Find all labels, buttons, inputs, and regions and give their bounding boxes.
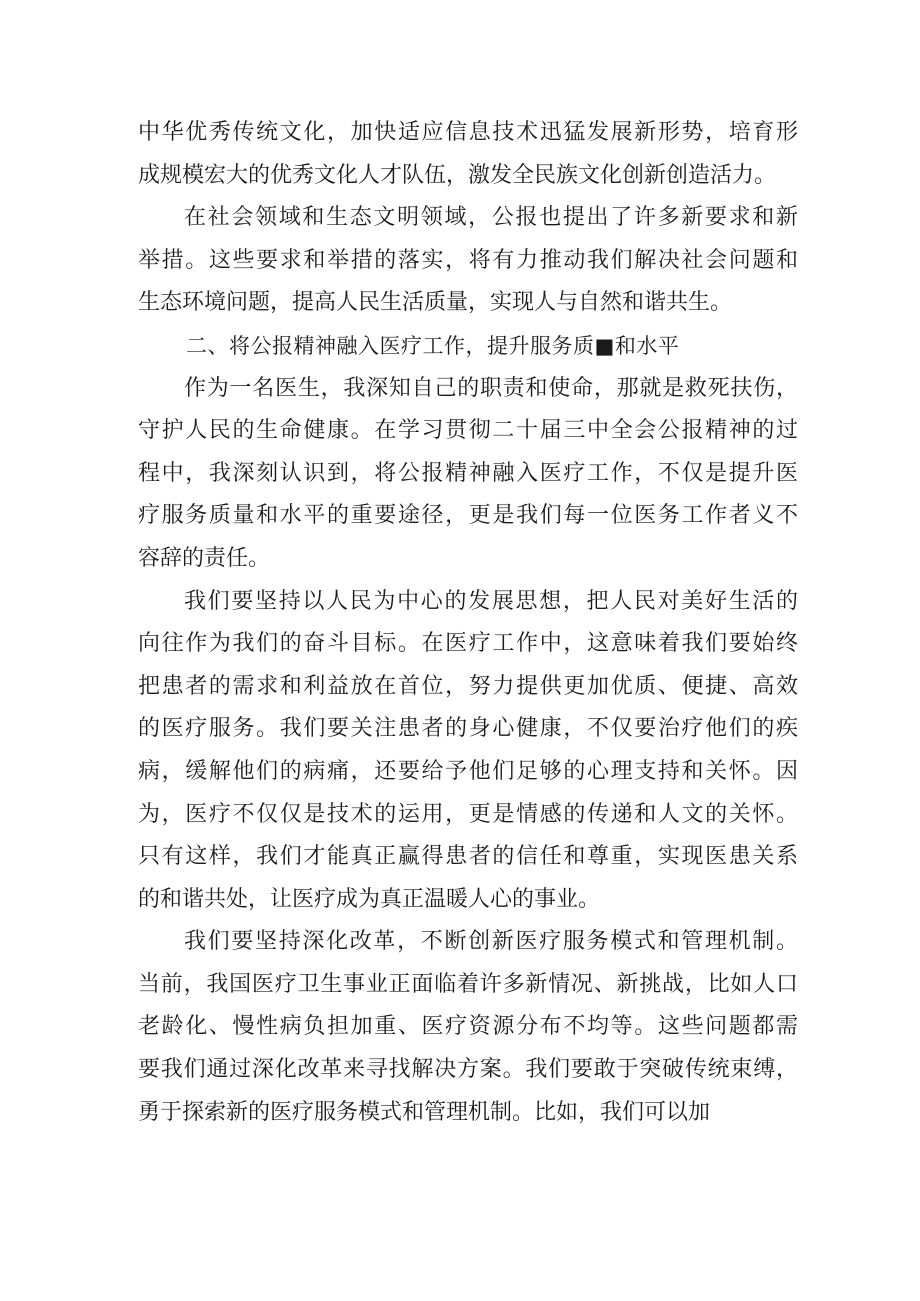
- text-line: 守护人民的生命健康。在学习贯彻二十届三中全会公报精神的过: [138, 418, 798, 444]
- text-line: 的医疗服务。我们要关注患者的身心健康，不仅要治疗他们的疾: [138, 716, 798, 742]
- text-line: 老龄化、慢性病负担加重、医疗资源分布不均等。这些问题都需: [138, 1014, 798, 1040]
- text-line: 只有这样，我们才能真正赢得患者的信任和尊重，实现医患关系: [138, 844, 798, 870]
- text-line: 举措。这些要求和举措的落实，将有力推动我们解决社会问题和: [138, 247, 798, 273]
- text-line: 我们要坚持以人民为中心的发展思想，把人民对美好生活的: [184, 588, 798, 614]
- text-line: 的和谐共处，让医疗成为真正温暖人心的事业。: [138, 886, 601, 912]
- text-line: 把患者的需求和利益放在首位，努力提供更加优质、便捷、高效: [138, 673, 798, 699]
- text-line: 为，医疗不仅仅是技术的运用，更是情感的传递和人文的关怀。: [138, 801, 798, 827]
- text-line: 生态环境问题，提高人民生活质量，实现人与自然和谐共生。: [138, 290, 733, 316]
- text-line: 中华优秀传统文化，加快适应信息技术迅猛发展新形势，培育形: [138, 120, 798, 145]
- document-body: [138, 112, 798, 1134]
- text-line: 成规模宏大的优秀文化人才队伍，激发全民族文化创新创造活力。: [138, 162, 777, 188]
- paragraph-deepen-reform: [138, 921, 798, 1134]
- text-line: 勇于探索新的医疗服务模式和管理机制。比如，我们可以加: [138, 1099, 711, 1125]
- text-line: 向往作为我们的奋斗目标。在医疗工作中，这意味着我们要始终: [138, 631, 798, 657]
- section-heading: 二、将公报精神融入医疗工作，提升服务质■和水平: [186, 333, 680, 358]
- paragraph-social-ecology: [138, 197, 798, 325]
- text-line: 作为一名医生，我深知自己的职责和使命，那就是救死扶伤，: [184, 375, 798, 401]
- text-line: 容辞的责任。: [138, 545, 271, 571]
- text-line: 病，缓解他们的病痛，还要给予他们足够的心理支持和关怀。因: [138, 758, 798, 784]
- paragraph-people-centered: [138, 581, 798, 922]
- text-line: 当前，我国医疗卫生事业正面临着许多新情况、新挑战，比如人口: [138, 971, 798, 997]
- text-line: 程中，我深刻认识到，将公报精神融入医疗工作，不仅是提升医: [138, 460, 798, 486]
- text-line: 我们要坚持深化改革，不断创新医疗服务模式和管理机制。: [184, 929, 798, 955]
- text-line: 疗服务质量和水平的重要途径，更是我们每一位医务工作者义不: [138, 503, 798, 529]
- paragraph-doctor-duty: [138, 368, 798, 581]
- text-line: 要我们通过深化改革来寻找解决方案。我们要敢于突破传统束缚，: [138, 1057, 798, 1083]
- text-line: 在社会领域和生态文明领域，公报也提出了许多新要求和新: [184, 205, 798, 231]
- paragraph-continuation: [138, 112, 798, 197]
